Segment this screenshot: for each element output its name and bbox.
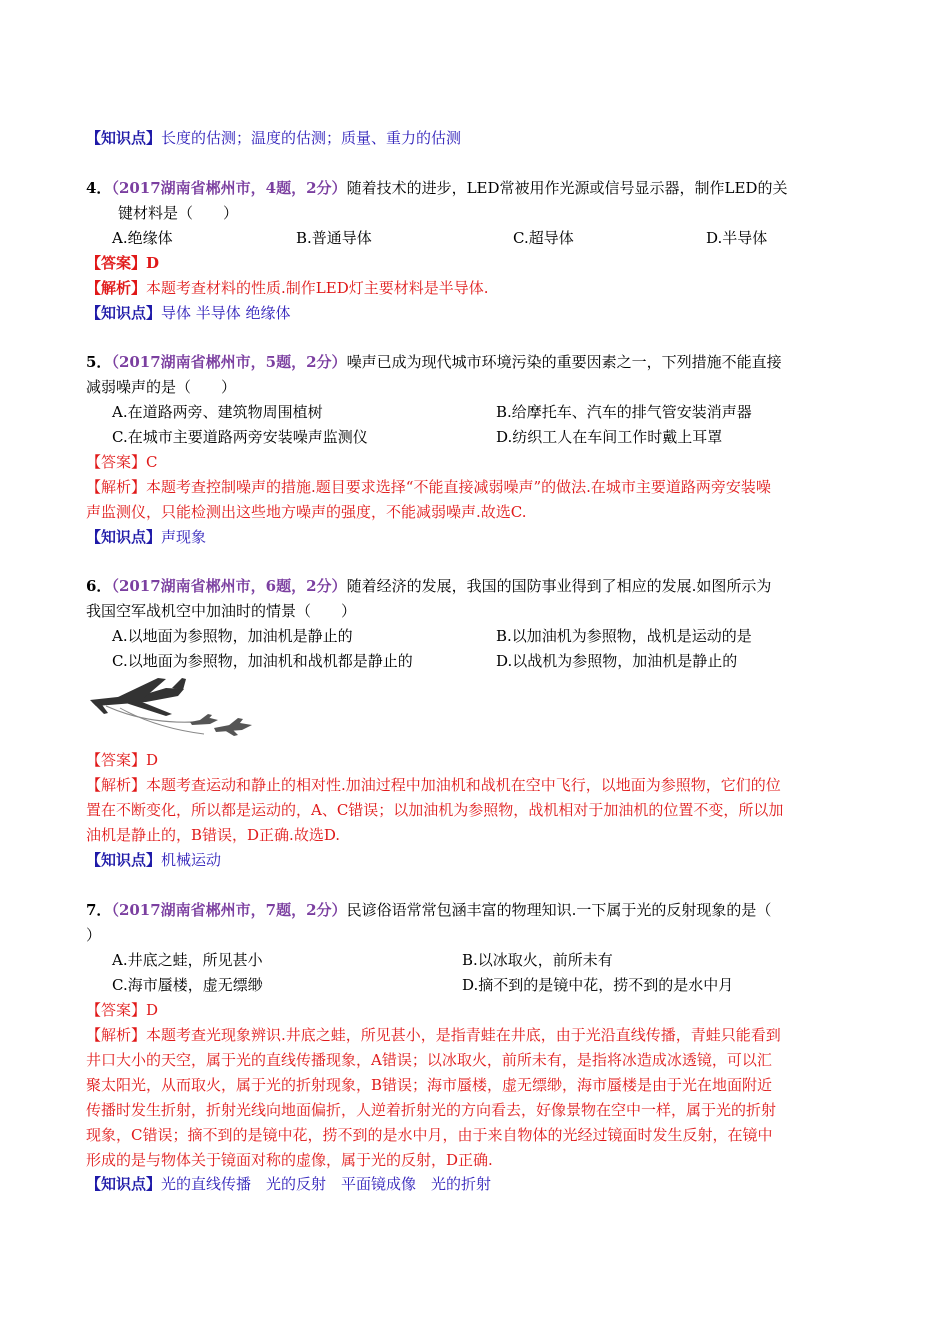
knowledge-text: 光的直线传播 光的反射 平面镜成像 光的折射: [161, 1175, 492, 1193]
q7-explanation-line1: [86, 1025, 781, 1045]
knowledge-tag: 【知识点】: [86, 851, 162, 869]
q5-option-b: B.给摩托车、汽车的排气管安装消声器: [496, 403, 752, 421]
question-source: （2017湖南省郴州市，5题，2分）: [111, 353, 347, 371]
question-source: （2017湖南省郴州市，7题，2分）: [111, 901, 347, 919]
q6-stem-line2: 我国空军战机空中加油时的情景（ ）: [86, 602, 357, 620]
answer-tag: 【答案】: [86, 254, 147, 272]
q6-option-c: C.以地面为参照物，加油机和战机都是静止的: [112, 652, 413, 670]
q7-knowledge-point: [86, 1174, 491, 1194]
question-stem: 随着技术的进步，LED常被用作光源或信号显示器，制作LED的关: [346, 179, 788, 197]
q5-explanation-line2: 声监测仪，只能检测出这些地方噪声的强度，不能减弱噪声.故选C.: [86, 503, 527, 521]
q5-option-d: D.纺织工人在车间工作时戴上耳罩: [496, 428, 723, 446]
q5-option-a: A.在道路两旁、建筑物周围植树: [112, 403, 323, 421]
q7-option-c: C.海市蜃楼，虚无缥缈: [112, 976, 263, 994]
explanation-text: 本题考查控制噪声的措施.题目要求选择“不能直接减弱噪声”的做法.在城市主要道路两旁安装噪: [146, 478, 771, 496]
q7-option-b: B.以冰取火，前所未有: [462, 951, 613, 969]
q5-stem-line2: 减弱噪声的是（ ）: [86, 378, 237, 396]
q7-explanation-line4: 传播时发生折射，折射光线向地面偏折，人逆着折射光的方向看去，好像景物在空中一样，属于光的折射: [86, 1101, 777, 1119]
q4-knowledge-point: [86, 303, 291, 323]
q6-explanation-line2: 置在不断变化，所以都是运动的，A、C错误；以加油机为参照物，战机相对于加油机的位置不变，所以加: [86, 801, 784, 819]
q4-option-a: A.绝缘体: [112, 229, 173, 247]
answer-value: D: [146, 254, 160, 272]
q7-answer: [86, 1000, 158, 1020]
q7-option-a: A.井底之蛙，所见甚小: [112, 951, 263, 969]
q5-explanation-line1: [86, 477, 771, 497]
question-source: （2017湖南省郴州市，4题，2分）: [111, 179, 347, 197]
question-number: 4．: [86, 179, 112, 197]
q4-option-b: B.普通导体: [296, 229, 372, 247]
q4-answer: [86, 253, 159, 273]
explanation-tag: 【解析】: [86, 279, 147, 297]
explanation-tag: 【解析】: [86, 478, 147, 496]
answer-tag: 【答案】: [86, 751, 147, 769]
q7-explanation-line2: 井口大小的天空，属于光的直线传播现象，A错误；以冰取火，前所未有，是指将冰造成冰透镜，可以汇: [86, 1051, 772, 1069]
question-stem: 民谚俗语常常包涵丰富的物理知识.一下属于光的反射现象的是（: [346, 901, 772, 919]
answer-value: D: [146, 1001, 159, 1019]
knowledge-tag: 【知识点】: [86, 129, 162, 147]
q6-knowledge-point: [86, 850, 221, 870]
explanation-text: 本题考查材料的性质.制作LED灯主要材料是半导体.: [146, 279, 489, 297]
refueling-aircraft-image: [86, 676, 266, 742]
knowledge-tag: 【知识点】: [86, 528, 162, 546]
q7-explanation-line5: 现象，C错误；摘不到的是镜中花，捞不到的是水中月，由于来自物体的光经过镜面时发生反射，在镜中: [86, 1126, 773, 1144]
q7-option-d: D.摘不到的是镜中花，捞不到的是水中月: [462, 976, 734, 994]
q7-stem-line1: [86, 900, 771, 920]
question-number: 5．: [86, 353, 112, 371]
q4-stem-line1: [86, 178, 787, 198]
q6-answer: [86, 750, 158, 770]
q6-option-b: B.以加油机为参照物，战机是运动的是: [496, 627, 752, 645]
tanker-plane-icon: [90, 678, 186, 716]
q7-explanation-line3: 聚太阳光，从而取火，属于光的折射现象，B错误；海市蜃楼，虚无缥缈，海市蜃楼是由于光在地面附近: [86, 1076, 773, 1094]
question-stem: 随着经济的发展，我国的国防事业得到了相应的发展.如图所示为: [346, 577, 772, 595]
q4-option-c: C.超导体: [513, 229, 574, 247]
question-stem: 噪声已成为现代城市环境污染的重要因素之一，下列措施不能直接: [346, 353, 782, 371]
answer-value: D: [146, 751, 159, 769]
explanation-tag: 【解析】: [86, 776, 147, 794]
knowledge-tag: 【知识点】: [86, 1175, 162, 1193]
q6-option-d: D.以战机为参照物，加油机是静止的: [496, 652, 738, 670]
knowledge-tag: 【知识点】: [86, 304, 162, 322]
answer-tag: 【答案】: [86, 453, 147, 471]
knowledge-text: 声现象: [161, 528, 207, 546]
knowledge-text: 机械运动: [161, 851, 222, 869]
q4-stem-line2: 键材料是（ ）: [118, 204, 239, 222]
knowledge-text: 导体 半导体 绝缘体: [161, 304, 291, 322]
q5-option-c: C.在城市主要道路两旁安装噪声监测仪: [112, 428, 368, 446]
q4-explanation: [86, 278, 489, 298]
q5-answer: [86, 452, 158, 472]
answer-tag: 【答案】: [86, 1001, 147, 1019]
question-number: 6．: [86, 577, 112, 595]
q4-option-d: D.半导体: [706, 229, 768, 247]
knowledge-text: 长度的估测；温度的估测；质量、重力的估测: [161, 129, 462, 147]
fighter-jet-icon: [190, 714, 218, 725]
q5-knowledge-point: [86, 527, 206, 547]
question-number: 7．: [86, 901, 112, 919]
q3-knowledge-point: [86, 128, 461, 148]
q5-stem-line1: [86, 352, 782, 372]
q7-explanation-line6: 形成的是与物体关于镜面对称的虚像，属于光的反射，D正确.: [86, 1151, 493, 1169]
q6-stem-line1: [86, 576, 771, 596]
fighter-jet-icon: [214, 718, 252, 736]
q6-explanation-line3: 油机是静止的，B错误，D正确.故选D.: [86, 826, 341, 844]
q6-option-a: A.以地面为参照物，加油机是静止的: [112, 627, 353, 645]
question-source: （2017湖南省郴州市，6题，2分）: [111, 577, 347, 595]
explanation-tag: 【解析】: [86, 1026, 147, 1044]
explanation-text: 本题考查光现象辨识.井底之蛙，所见甚小，是指青蛙在井底，由于光沿直线传播，青蛙只能看到: [146, 1026, 781, 1044]
q6-explanation-line1: [86, 775, 781, 795]
answer-value: C: [146, 453, 158, 471]
q7-stem-line2: ）: [86, 926, 102, 944]
explanation-text: 本题考查运动和静止的相对性.加油过程中加油机和战机在空中飞行，以地面为参照物，它们的位: [146, 776, 781, 794]
